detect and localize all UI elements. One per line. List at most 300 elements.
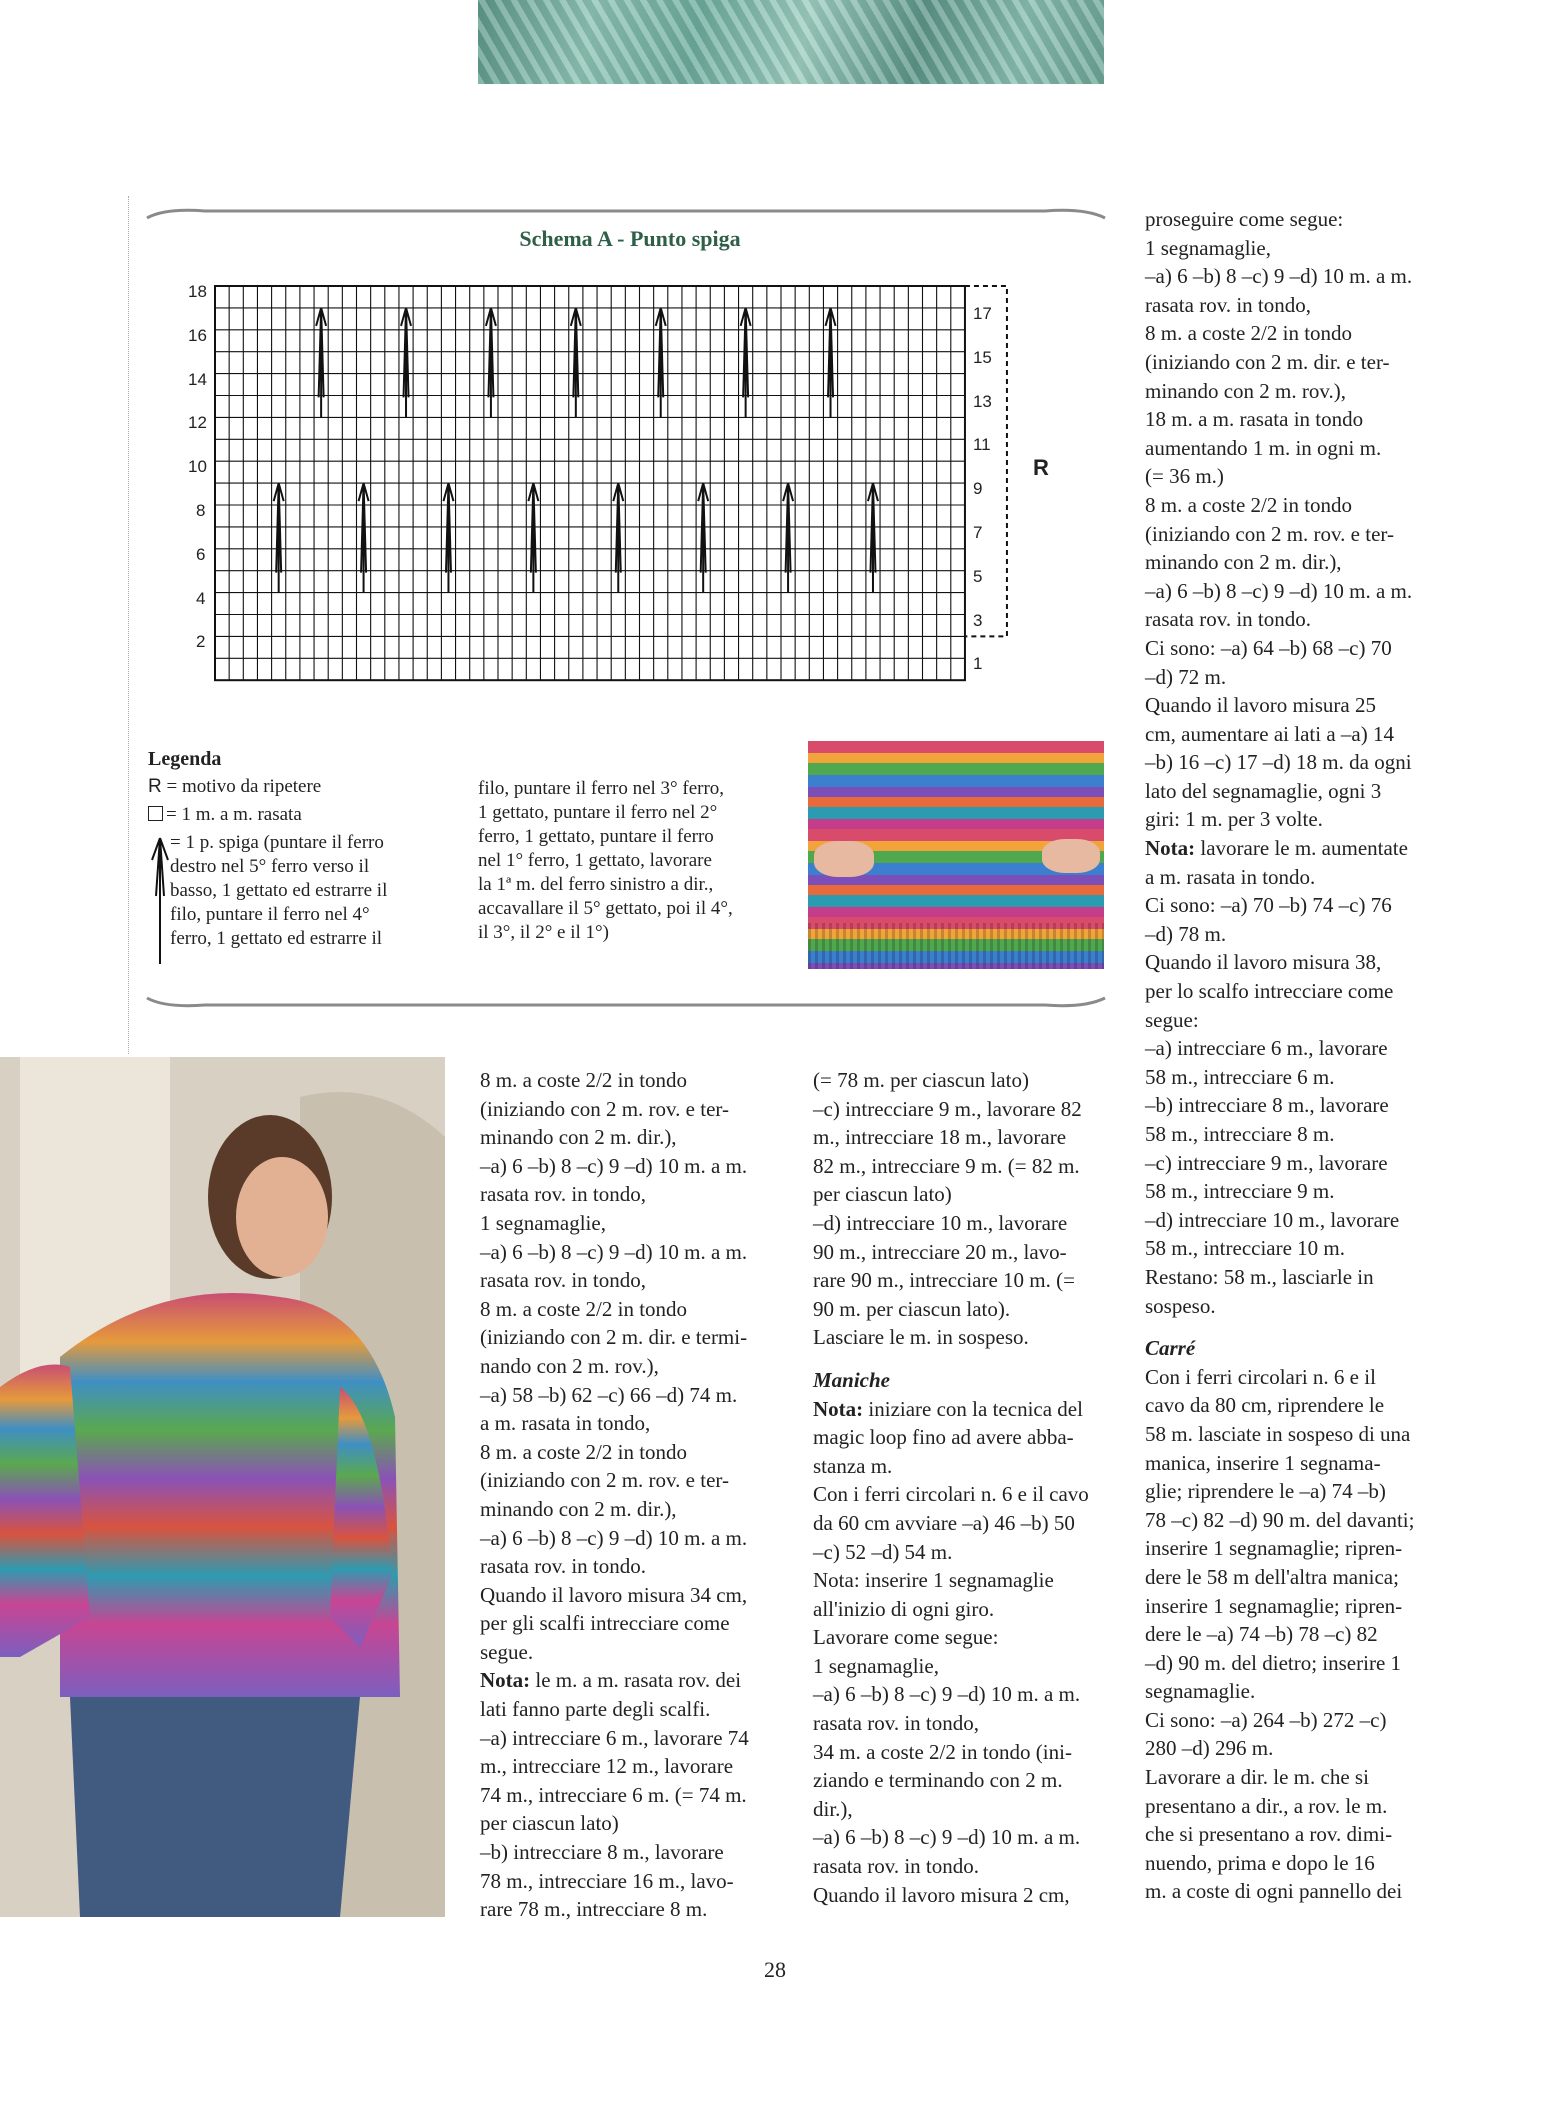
text-column-3	[1145, 205, 1445, 1906]
row-number-right: 17	[972, 303, 992, 323]
legend-spike-col2	[478, 777, 733, 945]
text-span: 1 segnamaglie,	[1145, 235, 1271, 260]
text-line	[480, 1867, 780, 1896]
text-line	[1145, 1763, 1445, 1792]
text-span: (iniziando con 2 m. rov. e ter-	[480, 1468, 729, 1493]
note-label: Nota:	[813, 1396, 864, 1421]
text-span: 8 m. a coste 2/2 in tondo	[480, 1439, 688, 1464]
text-line	[1145, 948, 1445, 977]
text-line	[813, 1266, 1113, 1295]
text-line	[813, 1095, 1113, 1124]
text-span: –b) intrecciare 8 m., lavorare	[480, 1840, 724, 1865]
text-span: 8 m. a coste 2/2 in tondo	[1145, 321, 1353, 346]
text-span: 82 m., intrecciare 9 m. (= 82 m.	[813, 1153, 1080, 1178]
text-line	[1145, 1477, 1445, 1506]
text-line	[813, 1180, 1113, 1209]
text-span: 90 m. per ciascun lato).	[813, 1296, 1011, 1321]
text-line	[1145, 1063, 1445, 1092]
text-span: Quando il lavoro misura 38,	[1145, 950, 1382, 975]
text-span: 8 m. a coste 2/2 in tondo	[1145, 492, 1353, 517]
text-line	[480, 1466, 780, 1495]
legend-r-symbol: R	[148, 776, 162, 797]
text-span: rasata rov. in tondo,	[480, 1268, 647, 1293]
text-line	[1145, 434, 1445, 463]
text-line	[1145, 748, 1445, 777]
text-span: cavo da 80 cm, riprendere le	[1145, 1393, 1385, 1418]
text-line	[1145, 1206, 1445, 1235]
text-line	[1145, 720, 1445, 749]
text-line	[480, 1781, 780, 1810]
text-span: inserire 1 segnamaglie; ripren-	[1145, 1593, 1403, 1618]
text-line	[480, 1638, 780, 1667]
text-line	[813, 1881, 1113, 1910]
text-span: m., intrecciare 18 m., lavorare	[813, 1125, 1067, 1150]
text-line	[1145, 1534, 1445, 1563]
row-number-right: 1	[972, 654, 983, 674]
text-line	[1145, 1091, 1445, 1120]
legend-line: = 1 p. spiga (puntare il ferro	[170, 832, 384, 853]
text-line	[480, 1266, 780, 1295]
page-number: 28	[764, 1957, 786, 1982]
text-span: (iniziando con 2 m. dir. e termi-	[480, 1325, 748, 1350]
spike-stitch-upper-6	[826, 308, 836, 418]
text-line	[1145, 348, 1445, 377]
text-line	[1145, 663, 1445, 692]
text-span: dere le –a) 74 –b) 78 –c) 82	[1145, 1622, 1378, 1647]
text-span: 58 m. lasciate in sospeso di una	[1145, 1421, 1411, 1446]
row-number-left: 6	[196, 544, 206, 564]
text-span: 58 m., intrecciare 8 m.	[1145, 1122, 1335, 1146]
text-line	[1145, 891, 1445, 920]
chart-title: Schema A - Punto spiga	[519, 226, 741, 251]
legend-box	[148, 803, 302, 827]
text-span: 78 –c) 82 –d) 90 m. del davanti;	[1145, 1507, 1415, 1532]
text-line	[1145, 1706, 1445, 1735]
note-label: Nota:	[1145, 836, 1196, 861]
text-line	[1145, 291, 1445, 320]
text-span: ziando e terminando con 2 m.	[813, 1768, 1063, 1793]
spike-stitch-lower-2	[443, 483, 453, 592]
text-line	[1145, 1792, 1445, 1821]
row-number-left: 10	[188, 457, 207, 477]
text-span: –a) 6 –b) 8 –c) 9 –d) 10 m. a m.	[480, 1153, 748, 1178]
spike-stitch-lower-3	[528, 483, 538, 592]
section-heading: Maniche	[813, 1367, 891, 1392]
text-span: 58 m., intrecciare 10 m.	[1145, 1236, 1346, 1261]
text-span: –d) intrecciare 10 m., lavorare	[1145, 1207, 1400, 1232]
text-span: nuendo, prima e dopo le 16	[1145, 1850, 1375, 1875]
text-line	[1145, 634, 1445, 663]
stitch-box-icon	[148, 806, 163, 821]
text-line	[480, 1352, 780, 1381]
text-column-1	[480, 1066, 780, 1924]
text-span: 58 m., intrecciare 6 m.	[1145, 1064, 1335, 1089]
text-span: rasata rov. in tondo,	[480, 1182, 647, 1207]
text-line	[813, 1395, 1113, 1424]
text-span: 34 m. a coste 2/2 in tondo (ini-	[813, 1739, 1072, 1764]
text-line	[1145, 1120, 1445, 1149]
text-line	[1145, 1006, 1445, 1035]
legend-line: ferro, 1 gettato, puntare il ferro	[478, 826, 714, 847]
model-photo	[0, 1057, 445, 1917]
text-line	[480, 1180, 780, 1209]
text-span: segnamaglie.	[1145, 1679, 1256, 1704]
text-span: cm, aumentare ai lati a –a) 14	[1145, 721, 1394, 746]
text-line	[1145, 1877, 1445, 1906]
legend-line: nel 1° ferro, 1 gettato, lavorare	[478, 850, 712, 871]
text-span: Restano: 58 m., lasciarle in	[1145, 1264, 1374, 1289]
text-span: per ciascun lato)	[813, 1182, 952, 1207]
repeat-marker: R	[1033, 455, 1049, 480]
spike-stitch-lower-5	[698, 483, 708, 592]
spike-stitch-lower-1	[359, 483, 369, 592]
text-line	[1145, 863, 1445, 892]
text-line	[1145, 1563, 1445, 1592]
text-line	[1145, 1292, 1445, 1321]
text-span: magic loop fino ad avere abba-	[813, 1425, 1074, 1450]
text-span: minando con 2 m. dir.),	[1145, 550, 1342, 575]
text-line	[1145, 805, 1445, 834]
text-line	[1145, 1263, 1445, 1292]
text-line	[813, 1152, 1113, 1181]
text-span: manica, inserire 1 segnama-	[1145, 1450, 1381, 1475]
text-line	[1145, 1820, 1445, 1849]
text-line	[813, 1738, 1113, 1767]
text-line	[480, 1724, 780, 1753]
text-span: da 60 cm avviare –a) 46 –b) 50	[813, 1510, 1075, 1535]
text-span: –a) 6 –b) 8 –c) 9 –d) 10 m. a m.	[1145, 578, 1413, 603]
row-number-left: 18	[188, 282, 207, 301]
legend-title: Legenda	[148, 748, 222, 770]
text-span: 280 –d) 296 m.	[1145, 1736, 1274, 1761]
text-span: presentano a dir., a rov. le m.	[1145, 1793, 1388, 1818]
legend-line: il 3°, il 2° e il 1°)	[478, 922, 609, 943]
row-number-right: 7	[972, 522, 983, 542]
text-span: che si presentano a rov. dimi-	[1145, 1822, 1393, 1847]
chart-grid-frame	[215, 286, 965, 680]
text-line	[480, 1323, 780, 1352]
text-line	[1145, 1177, 1445, 1206]
legend-line: 1 gettato, puntare il ferro nel 2°	[478, 802, 718, 823]
text-span: 78 m., intrecciare 16 m., lavo-	[480, 1868, 734, 1893]
text-span: (iniziando con 2 m. rov. e ter-	[480, 1096, 729, 1121]
legend-spike-col1	[170, 831, 387, 951]
spike-stitch-lower-4	[613, 483, 623, 592]
spike-stitch-upper-5	[741, 308, 751, 418]
text-line	[1145, 205, 1445, 234]
text-line	[813, 1680, 1113, 1709]
text-span: Ci sono: –a) 64 –b) 68 –c) 70	[1145, 635, 1392, 660]
text-span: –d) 90 m. del dietro; inserire 1	[1145, 1650, 1402, 1675]
text-line	[1145, 377, 1445, 406]
text-line	[480, 1752, 780, 1781]
text-line	[1145, 1034, 1445, 1063]
text-line	[1145, 1620, 1445, 1649]
text-line	[1145, 462, 1445, 491]
text-line	[1145, 1363, 1445, 1392]
legend-line: filo, puntare il ferro nel 4°	[170, 904, 370, 925]
header-yarn-photo	[478, 0, 1104, 84]
text-span: lavorare le m. aumentate	[1195, 836, 1408, 861]
text-line	[480, 1581, 780, 1610]
text-span: iniziare con la tecnica del	[863, 1396, 1083, 1421]
text-span: segue:	[1145, 1007, 1199, 1032]
spike-stitch-icon	[148, 836, 172, 966]
row-number-right: 13	[972, 391, 992, 411]
text-span: m., intrecciare 12 m., lavorare	[480, 1754, 734, 1779]
text-span: –b) intrecciare 8 m., lavorare	[1145, 1093, 1389, 1118]
legend-line: basso, 1 gettato ed estrarre il	[170, 880, 388, 901]
text-line	[1145, 1149, 1445, 1178]
text-line	[480, 1123, 780, 1152]
text-span: –a) intrecciare 6 m., lavorare 74	[480, 1725, 749, 1750]
text-line	[1145, 1849, 1445, 1878]
text-line	[480, 1666, 780, 1695]
text-span: 1 segnamaglie,	[480, 1210, 606, 1235]
text-span: a m. rasata in tondo,	[480, 1411, 651, 1436]
row-number-left: 14	[188, 369, 207, 389]
text-line	[480, 1495, 780, 1524]
row-number-left: 16	[188, 325, 207, 345]
text-span: –c) 52 –d) 54 m.	[813, 1539, 953, 1564]
legend-box-text: = 1 m. a m. rasata	[166, 804, 302, 825]
text-line	[1145, 319, 1445, 348]
text-line	[1145, 1592, 1445, 1621]
text-line	[813, 1295, 1113, 1324]
bottom-divider	[145, 996, 1107, 1010]
text-span: rare 90 m., intrecciare 10 m. (=	[813, 1268, 1075, 1293]
spike-stitch-upper-0	[316, 308, 326, 418]
row-number-left: 4	[196, 588, 206, 608]
text-span: –a) 58 –b) 62 –c) 66 –d) 74 m.	[480, 1382, 738, 1407]
text-span: proseguire come segue:	[1145, 207, 1344, 231]
text-span: glie; riprendere le –a) 74 –b)	[1145, 1479, 1386, 1504]
text-span: Quando il lavoro misura 25	[1145, 693, 1376, 718]
text-line	[813, 1209, 1113, 1238]
text-line	[1145, 1677, 1445, 1706]
text-span: Nota: inserire 1 segnamaglie	[813, 1568, 1054, 1593]
text-line	[1145, 920, 1445, 949]
text-span: –a) 6 –b) 8 –c) 9 –d) 10 m. a m.	[1145, 264, 1413, 289]
text-span: –a) 6 –b) 8 –c) 9 –d) 10 m. a m.	[813, 1682, 1081, 1707]
text-span: a m. rasata in tondo.	[1145, 864, 1316, 889]
text-line	[480, 1238, 780, 1267]
text-span: –a) 6 –b) 8 –c) 9 –d) 10 m. a m.	[480, 1239, 748, 1264]
text-span: –a) 6 –b) 8 –c) 9 –d) 10 m. a m.	[813, 1825, 1081, 1850]
text-span: 8 m. a coste 2/2 in tondo	[480, 1296, 688, 1321]
text-span: lato del segnamaglie, ogni 3	[1145, 778, 1382, 803]
text-span: rasata rov. in tondo,	[1145, 292, 1312, 317]
text-span: 1 segnamaglie,	[813, 1653, 939, 1678]
text-span: Con i ferri circolari n. 6 e il	[1145, 1364, 1376, 1389]
text-line	[1145, 262, 1445, 291]
spike-stitch-upper-3	[571, 308, 581, 418]
row-number-right: 3	[972, 610, 983, 630]
text-line	[813, 1652, 1113, 1681]
text-span: sospeso.	[1145, 1293, 1216, 1318]
text-span: 74 m., intrecciare 6 m. (= 74 m.	[480, 1782, 747, 1807]
top-divider	[145, 206, 1107, 220]
text-span: giri: 1 m. per 3 volte.	[1145, 807, 1323, 832]
text-span: (= 36 m.)	[1145, 464, 1224, 489]
legend-line: ferro, 1 gettato ed estrarre il	[170, 928, 383, 949]
text-span: Lavorare a dir. le m. che si	[1145, 1765, 1369, 1790]
text-line	[813, 1323, 1113, 1352]
text-line	[813, 1480, 1113, 1509]
row-number-left: 8	[196, 501, 206, 520]
text-line	[1145, 977, 1445, 1006]
text-span: Ci sono: –a) 264 –b) 272 –c)	[1145, 1707, 1387, 1732]
text-span: nando con 2 m. rov.),	[480, 1353, 659, 1378]
text-span: –d) intrecciare 10 m., lavorare	[813, 1210, 1068, 1235]
text-span: –c) intrecciare 9 m., lavorare	[1145, 1150, 1388, 1175]
text-line	[813, 1623, 1113, 1652]
text-line	[813, 1509, 1113, 1538]
column-divider	[128, 196, 129, 1054]
text-line	[1145, 520, 1445, 549]
section-heading: Carré	[1145, 1336, 1196, 1361]
spike-stitch-lower-0	[274, 483, 284, 592]
spike-stitch-upper-4	[656, 308, 666, 418]
legend-line: destro nel 5° ferro verso il	[170, 856, 370, 877]
text-span: rasata rov. in tondo.	[813, 1854, 980, 1879]
text-line	[480, 1381, 780, 1410]
text-line	[480, 1209, 780, 1238]
text-line	[1145, 577, 1445, 606]
text-line	[480, 1695, 780, 1724]
text-span: –d) 78 m.	[1145, 921, 1227, 946]
legend-r-text: = motivo da ripetere	[161, 776, 322, 797]
text-span: –c) intrecciare 9 m., lavorare 82	[813, 1096, 1082, 1121]
text-span: lati fanno parte degli scalfi.	[480, 1697, 711, 1722]
text-column-2	[813, 1066, 1113, 1909]
text-line	[813, 1538, 1113, 1567]
text-span: minando con 2 m. dir.),	[480, 1125, 677, 1150]
legend-repeat	[148, 775, 321, 799]
text-line	[1145, 234, 1445, 263]
text-line	[813, 1123, 1113, 1152]
spike-stitch-lower-6	[783, 483, 793, 592]
row-number-right: 11	[972, 435, 991, 455]
legend-line: filo, puntare il ferro nel 3° ferro,	[478, 778, 725, 799]
row-number-right: 9	[972, 479, 983, 499]
text-line	[813, 1066, 1113, 1095]
text-span: –d) 72 m.	[1145, 664, 1227, 689]
spike-stitch-upper-1	[401, 308, 411, 418]
text-span: –a) intrecciare 6 m., lavorare	[1145, 1036, 1388, 1061]
text-line	[480, 1409, 780, 1438]
text-span: rasata rov. in tondo,	[813, 1711, 980, 1736]
text-span: aumentando 1 m. in ogni m.	[1145, 435, 1382, 460]
text-line	[480, 1152, 780, 1181]
text-span: (iniziando con 2 m. dir. e ter-	[1145, 349, 1390, 374]
text-span: rasata rov. in tondo.	[480, 1554, 647, 1579]
repeat-bracket	[965, 286, 1007, 636]
text-line	[813, 1852, 1113, 1881]
text-line	[480, 1524, 780, 1553]
text-span: Ci sono: –a) 70 –b) 74 –c) 76	[1145, 893, 1392, 918]
spike-stitch-upper-2	[486, 308, 496, 418]
text-span: rare 78 m., intrecciare 8 m.	[480, 1897, 708, 1922]
swatch-photo	[808, 741, 1104, 969]
text-span: per gli scalfi intrecciare come	[480, 1611, 730, 1636]
text-span: 18 m. a m. rasata in tondo	[1145, 407, 1364, 432]
text-line	[1145, 691, 1445, 720]
text-span: (= 78 m. per ciascun lato)	[813, 1068, 1029, 1092]
note-label: Nota:	[480, 1668, 531, 1693]
text-line	[813, 1566, 1113, 1595]
text-line	[1145, 548, 1445, 577]
text-span: 58 m., intrecciare 9 m.	[1145, 1179, 1335, 1204]
text-line	[1145, 1734, 1445, 1763]
text-line	[1145, 777, 1445, 806]
text-line	[480, 1295, 780, 1324]
text-line	[480, 1895, 780, 1924]
text-line	[1145, 1649, 1445, 1678]
text-line	[813, 1766, 1113, 1795]
text-line	[813, 1795, 1113, 1824]
text-span: per lo scalfo intrecciare come	[1145, 979, 1394, 1004]
spike-stitch-lower-7	[868, 483, 878, 592]
text-span: 8 m. a coste 2/2 in tondo	[480, 1068, 688, 1092]
text-line	[813, 1238, 1113, 1267]
text-span: minando con 2 m. rov.),	[1145, 378, 1347, 403]
text-span: m. a coste di ogni pannello dei	[1145, 1879, 1403, 1904]
text-line	[480, 1066, 780, 1095]
text-span: stanza m.	[813, 1453, 893, 1478]
row-number-left: 2	[196, 632, 206, 652]
text-line	[1145, 1506, 1445, 1535]
text-line	[480, 1838, 780, 1867]
text-line	[813, 1452, 1113, 1481]
text-line	[813, 1423, 1113, 1452]
text-span: rasata rov. in tondo.	[1145, 607, 1312, 632]
text-line	[813, 1823, 1113, 1852]
text-span: Con i ferri circolari n. 6 e il cavo	[813, 1482, 1089, 1507]
text-span: –a) 6 –b) 8 –c) 9 –d) 10 m. a m.	[480, 1525, 748, 1550]
text-line	[813, 1595, 1113, 1624]
text-span: segue.	[480, 1639, 534, 1664]
text-span: Lasciare le m. in sospeso.	[813, 1325, 1029, 1350]
text-span: all'inizio di ogni giro.	[813, 1596, 995, 1621]
text-span: le m. a m. rasata rov. dei	[530, 1668, 742, 1693]
text-line	[480, 1095, 780, 1124]
text-line	[1145, 1420, 1445, 1449]
row-number-right: 15	[972, 347, 992, 367]
row-number-left: 12	[188, 413, 207, 433]
text-span: –b) 16 –c) 17 –d) 18 m. da ogni	[1145, 750, 1412, 775]
text-line	[480, 1438, 780, 1467]
text-span: dir.),	[813, 1796, 853, 1821]
text-span: minando con 2 m. dir.),	[480, 1496, 677, 1521]
text-line	[1145, 834, 1445, 863]
text-span: (iniziando con 2 m. rov. e ter-	[1145, 521, 1394, 546]
text-span: per ciascun lato)	[480, 1811, 619, 1836]
text-line	[1145, 1391, 1445, 1420]
legend-line: accavallare il 5° gettato, poi il 4°,	[478, 898, 733, 919]
text-line	[480, 1809, 780, 1838]
text-line	[480, 1609, 780, 1638]
text-line	[480, 1552, 780, 1581]
text-span: Lavorare come segue:	[813, 1625, 999, 1650]
text-line	[1145, 1234, 1445, 1263]
text-span: dere le 58 m dell'altra manica;	[1145, 1564, 1399, 1589]
text-span: Quando il lavoro misura 34 cm,	[480, 1582, 748, 1607]
text-line	[1145, 405, 1445, 434]
text-span: inserire 1 segnamaglie; ripren-	[1145, 1536, 1403, 1561]
text-span: 90 m., intrecciare 20 m., lavo-	[813, 1239, 1067, 1264]
row-number-right: 5	[972, 566, 983, 586]
